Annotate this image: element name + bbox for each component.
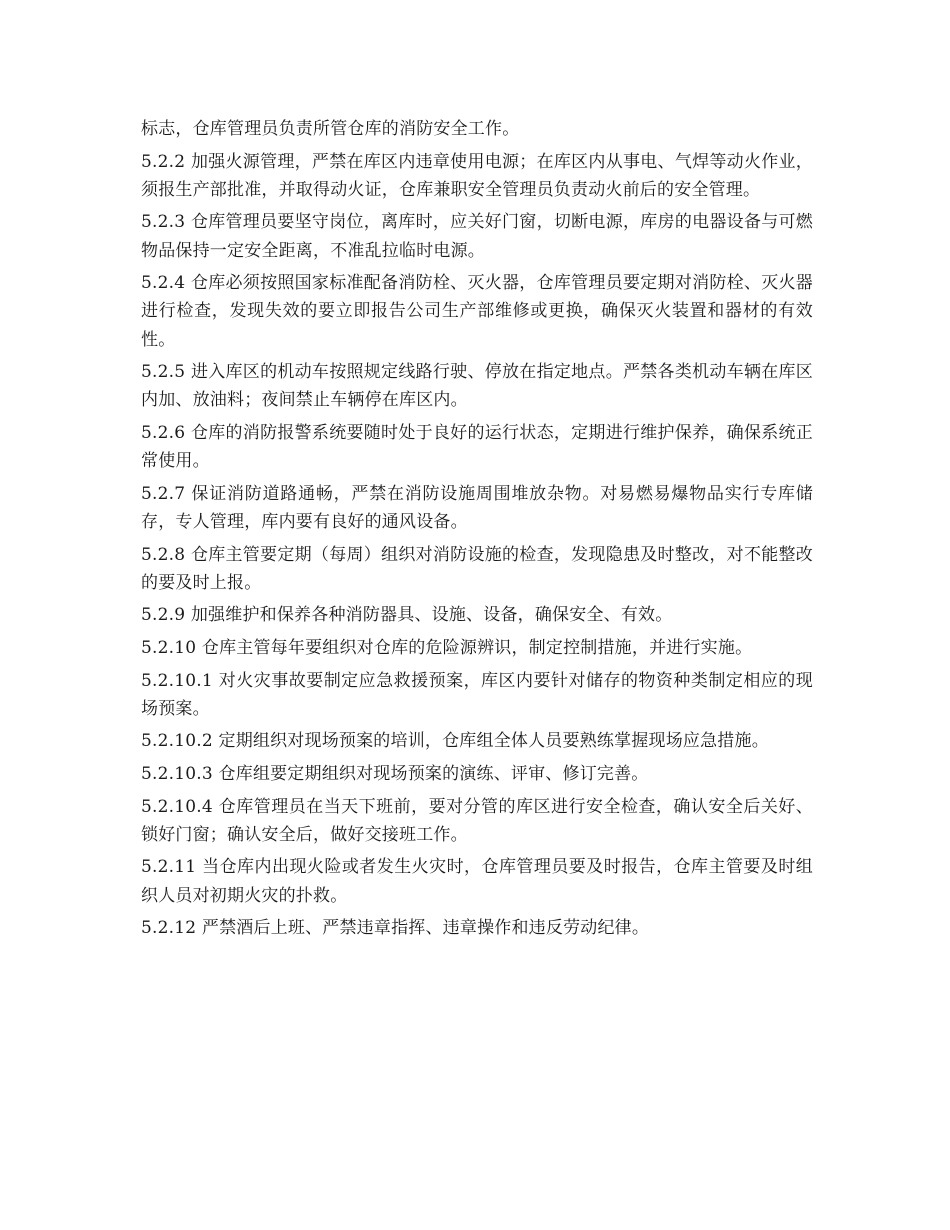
paragraph: 5.2.6 仓库的消防报警系统要随时处于良好的运行状态，定期进行维护保养，确保系统正常使用。 bbox=[141, 422, 813, 472]
paragraph: 5.2.8 仓库主管要定期（每周）组织对消防设施的检查，发现隐患及时整改，对不能整改的要及时上报。 bbox=[141, 544, 813, 593]
paragraph: 5.2.5 进入库区的机动车按照规定线路行驶、停放在指定地点。严禁各类机动车辆在库区内加、放油料；夜间禁止车辆停在库区内。 bbox=[141, 362, 813, 411]
paragraph: 5.2.4 仓库必须按照国家标准配备消防栓、灭火器，仓库管理员要定期对消防栓、灭火器进行检查，发现失效的要立即报告公司生产部维修或更换，确保灭火装置和器材的有效性。 bbox=[141, 273, 813, 350]
paragraph: 5.2.3 仓库管理员要坚守岗位，离库时，应关好门窗，切断电源，库房的电器设备与可燃物品保持一定安全距离，不准乱拉临时电源。 bbox=[141, 212, 813, 261]
paragraph: 5.2.2 加强火源管理，严禁在库区内违章使用电源；在库区内从事电、气焊等动火作业，须报生产部批准，并取得动火证，仓库兼职安全管理员负责动火前后的安全管理。 bbox=[141, 151, 813, 200]
paragraph: 5.2.10.1 对火灾事故要制定应急救援预案，库区内要针对储存的物资种类制定相应的现场预案。 bbox=[141, 670, 813, 719]
document-body bbox=[141, 115, 813, 947]
paragraph: 5.2.10.4 仓库管理员在当天下班前，要对分管的库区进行安全检查，确认安全后关好、锁好门窗；确认安全后，做好交接班工作。 bbox=[141, 796, 813, 845]
paragraph: 5.2.10 仓库主管每年要组织对仓库的危险源辨识，制定控制措施，并进行实施。 bbox=[141, 637, 753, 658]
paragraph: 5.2.10.2 定期组织对现场预案的培训，仓库组全体人员要熟练掌握现场应急措施。 bbox=[141, 731, 769, 752]
paragraph: 5.2.9 加强维护和保养各种消防器具、设施、设备，确保安全、有效。 bbox=[141, 605, 673, 626]
paragraph: 标志，仓库管理员负责所管仓库的消防安全工作。 bbox=[141, 119, 520, 139]
paragraph: 5.2.10.3 仓库组要定期组织对现场预案的演练、评审、修订完善。 bbox=[141, 763, 649, 784]
paragraph: 5.2.7 保证消防道路通畅，严禁在消防设施周围堆放杂物。对易燃易爆物品实行专库储存，专人管理，库内要有良好的通风设备。 bbox=[141, 483, 813, 532]
paragraph: 5.2.12 严禁酒后上班、严禁违章指挥、违章操作和违反劳动纪律。 bbox=[141, 918, 650, 939]
paragraph: 5.2.11 当仓库内出现火险或者发生火灾时，仓库管理员要及时报告，仓库主管要及时组织人员对初期火灾的扑救。 bbox=[141, 857, 813, 906]
